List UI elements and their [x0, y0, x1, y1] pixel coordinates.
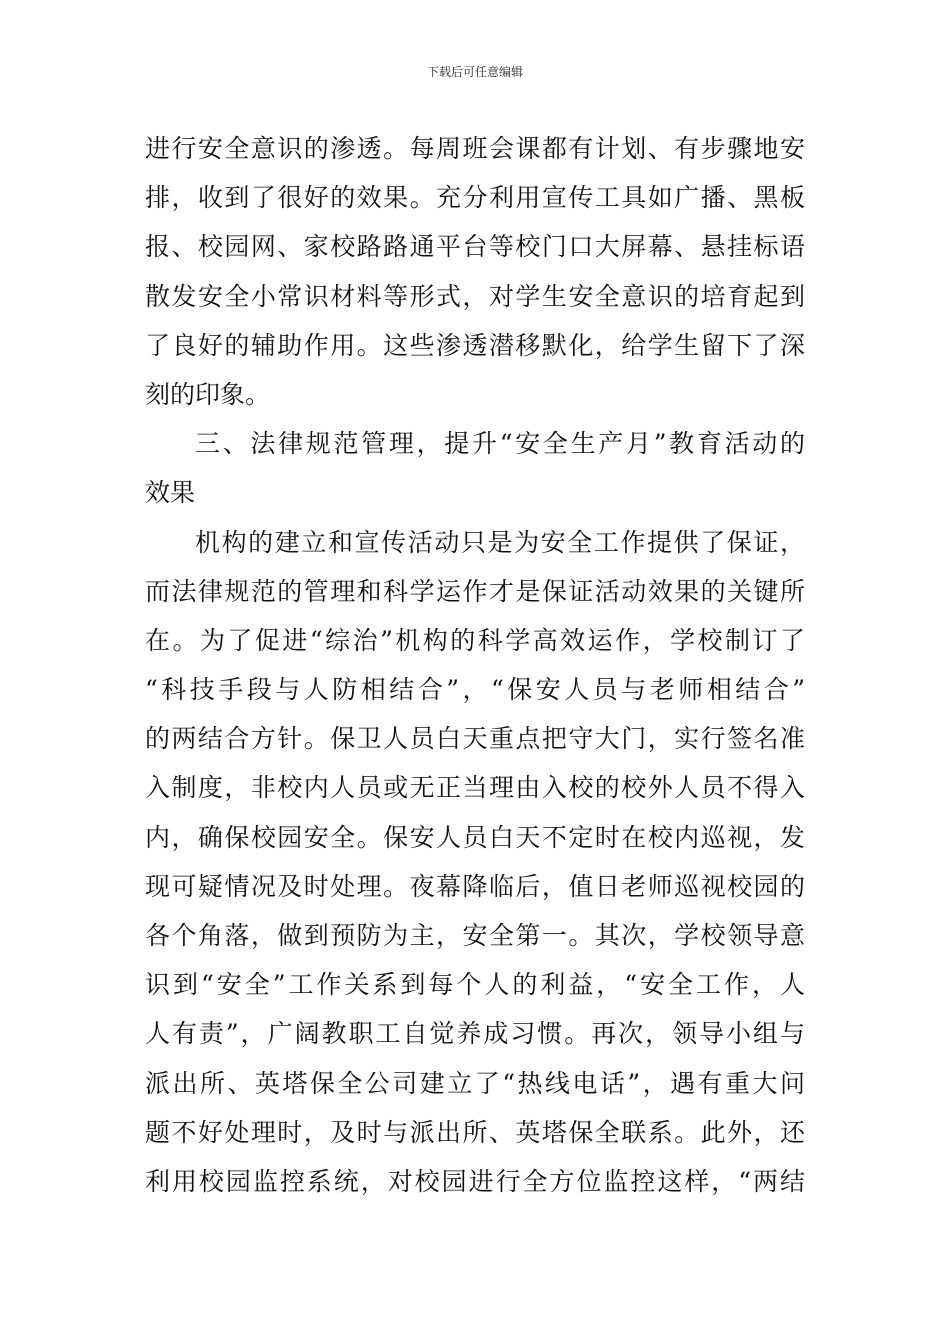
section-heading-line: 效果 [145, 478, 196, 508]
text-line: 内，确保校园安全。保安人员白天不定时在校内巡视，发 [145, 822, 805, 852]
text-line: 机构的建立和宣传活动只是为安全工作提供了保证， [195, 527, 805, 557]
text-line: 报、校园网、家校路路通平台等校门口大屏幕、悬挂标语 [145, 232, 805, 262]
text-line: 进行安全意识的渗透。每周班会课都有计划、有步骤地安 [145, 134, 805, 163]
text-line: 利用校园监控系统，对校园进行全方位监控这样，“两结 [145, 1166, 805, 1196]
text-line: 的两结合方针。保卫人员白天重点把守大门，实行签名准 [145, 724, 805, 754]
section-heading-line: 三、法律规范管理，提升“安全生产月”教育活动的 [195, 429, 805, 459]
page-header: 下载后可任意编辑 [426, 65, 523, 79]
text-line: 排，收到了很好的效果。充分利用宣传工具如广播、黑板 [145, 183, 805, 213]
text-line: 刻的印象。 [145, 379, 271, 409]
text-line: 而法律规范的管理和科学运作才是保证活动效果的关键所 [145, 576, 805, 606]
text-line: 散发安全小常识材料等形式，对学生安全意识的培育起到 [145, 281, 805, 311]
text-line: 各个角落，做到预防为主，安全第一。其次，学校领导意 [145, 921, 805, 950]
text-line: “科技手段与人防相结合”，“保安人员与老师相结合” [145, 675, 805, 705]
text-line: 人有责”，广阔教职工自觉养成习惯。再次，领导小组与 [145, 1019, 805, 1049]
text-line: 识到“安全”工作关系到每个人的利益，“安全工作，人 [145, 970, 805, 1000]
text-line: 入制度，非校内人员或无正当理由入校的校外人员不得入 [145, 773, 805, 803]
document-body [145, 124, 805, 1206]
text-line: 派出所、英塔保全公司建立了“热线电话”，遇有重大问 [145, 1068, 805, 1098]
text-line: 了良好的辅助作用。这些渗透潜移默化，给学生留下了深 [145, 330, 805, 360]
text-line: 现可疑情况及时处理。夜幕降临后，值日老师巡视校园的 [145, 871, 805, 901]
text-line: 在。为了促进“综治”机构的科学高效运作，学校制订了 [145, 625, 805, 655]
text-line: 题不好处理时，及时与派出所、英塔保全联系。此外，还 [145, 1117, 805, 1147]
